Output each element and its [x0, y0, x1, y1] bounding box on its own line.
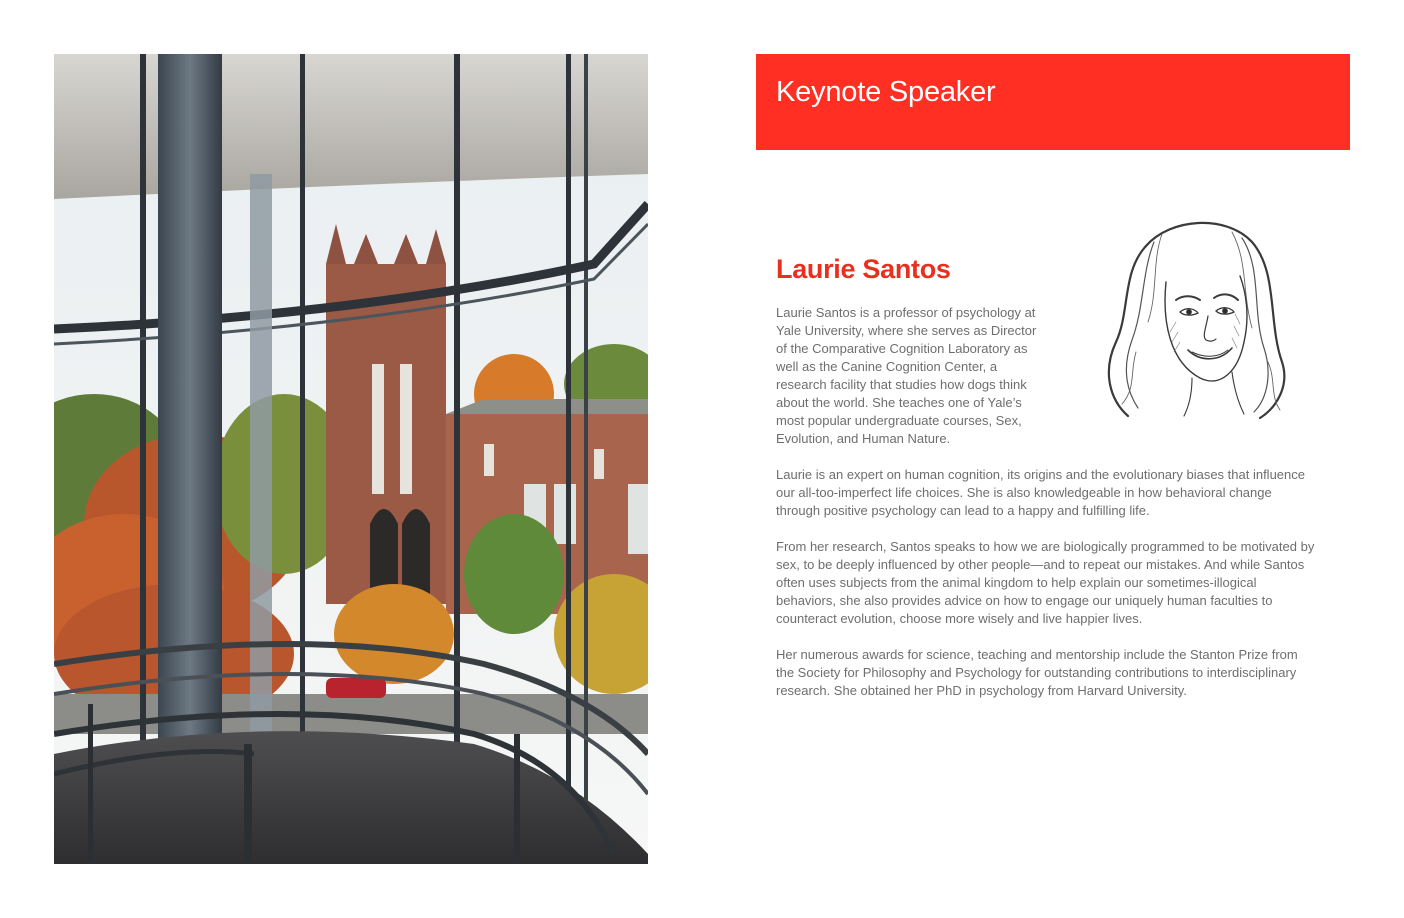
bio-paragraph-2: Laurie is an expert on human cognition, its origins and the evolutionary biases that influence our all-too-imperfect life choices. She is also knowledgeable in how behavioral change through positive psychology can lead to a happy and fulfilling life.: [776, 467, 1305, 518]
keynote-banner: [756, 54, 1350, 150]
speaker-name: Laurie Santos: [776, 254, 951, 284]
building-photo: [54, 54, 648, 864]
bio-paragraph-4: Her numerous awards for science, teaching and mentorship include the Stanton Prize from the Society for Philosophy and Psychology for outstanding contributions to interdisciplinary research. She obtained her PhD in psychology from Harvard University.: [776, 647, 1298, 698]
banner-title: Keynote Speaker: [776, 76, 996, 108]
speaker-portrait: [1092, 212, 1288, 424]
bio-paragraph-1: Laurie Santos is a professor of psychology at Yale University, where she serves as Director of the Comparative Cognition Laboratory as well as the Canine Cognition Center, a research facility that studies how dogs think about the world. She teaches one of Yale’s most popular undergraduate courses, Sex, Evolution, and Human Nature.: [776, 305, 1037, 446]
bio-paragraph-3: From her research, Santos speaks to how we are biologically programmed to be motivated by sex, to be deeply influenced by other people—and to repeat our mistakes. And while Santos often uses subjects from the animal kingdom to help explain our sometimes-illogical behaviors, she also provides advice on how to engage our uniquely human faculties to counteract evolution, choose more wisely and live happier lives.: [776, 539, 1315, 626]
